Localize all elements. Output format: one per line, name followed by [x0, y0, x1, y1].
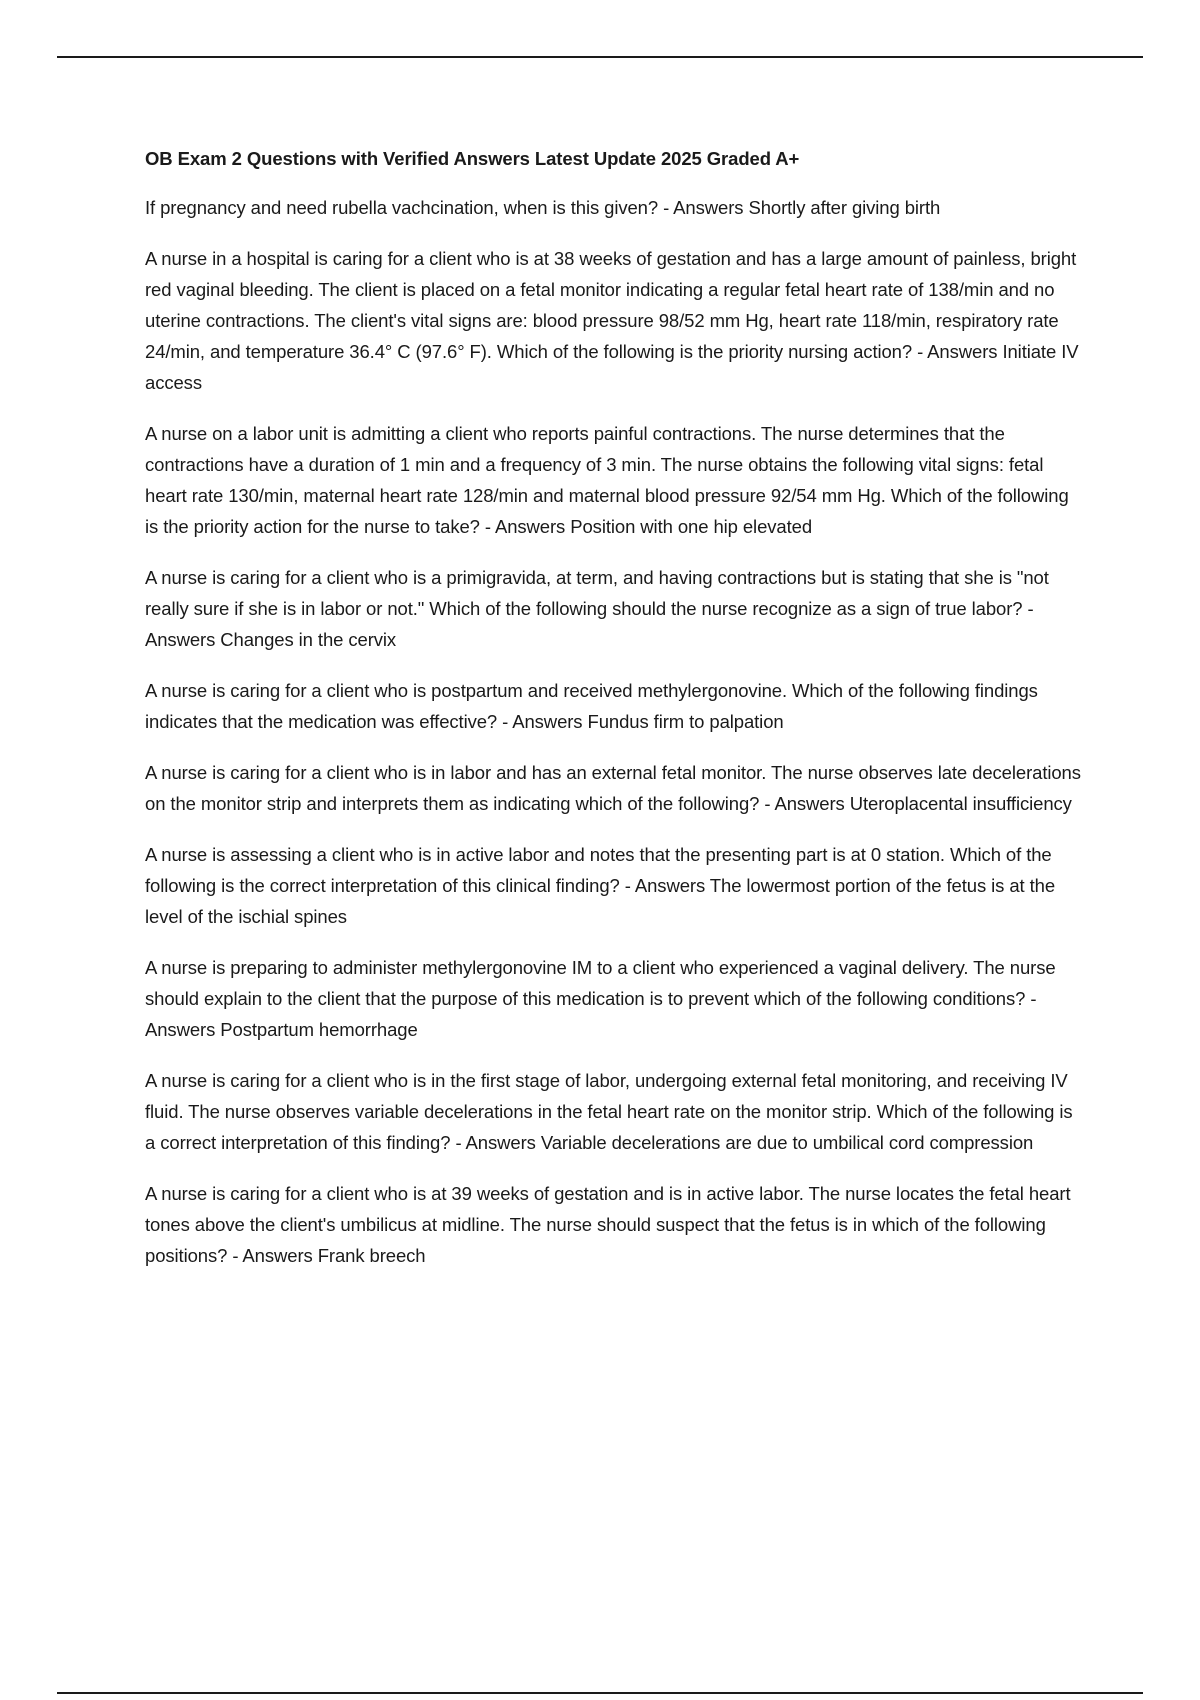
qa-item-8: A nurse is preparing to administer methylergonovine IM to a client who experienced a vaginal delivery. The nurse should explain to the client that the purpose of this medication is to prevent which of the following conditions? - Answers Postpartum hemorrhage — [145, 957, 1056, 1040]
qa-item-3: A nurse on a labor unit is admitting a client who reports painful contractions. The nurse determines that the contractions have a duration of 1 min and a frequency of 3 min. The nurse obtains the following vital signs: fetal heart rate 130/min, maternal heart rate 128/min and maternal blood pressure 92/54 mm Hg. Which of the following is the priority action for the nurse to take? - Answers Position with one hip elevated — [145, 423, 1069, 537]
qa-item-9: A nurse is caring for a client who is in the first stage of labor, undergoing external fetal monitoring, and receiving IV fluid. The nurse observes variable decelerations in the fetal heart rate on the monitor strip. Which of the following is a correct interpretation of this finding? - Answers Variable decelerations are due to umbilical cord compression — [145, 1070, 1073, 1153]
document-body — [145, 143, 1085, 1291]
qa-item-7: A nurse is assessing a client who is in active labor and notes that the presenting part is at 0 station. Which of the following is the correct interpretation of this clinical finding? - Answers The lowermost portion of the fetus is at the level of the ischial spines — [145, 844, 1056, 927]
qa-item-5: A nurse is caring for a client who is postpartum and received methylergonovine. Which of the following findings indicates that the medication was effective? - Answers Fundus firm to palpation — [145, 680, 1038, 732]
qa-item-1: If pregnancy and need rubella vachcination, when is this given? - Answers Shortly after giving birth — [145, 197, 941, 218]
bottom-rule — [57, 1692, 1143, 1694]
top-rule — [57, 56, 1143, 58]
qa-item-2: A nurse in a hospital is caring for a client who is at 38 weeks of gestation and has a large amount of painless, bright red vaginal bleeding. The client is placed on a fetal monitor indicating a regular fetal heart rate of 138/min and no uterine contractions. The client's vital signs are: blood pressure 98/52 mm Hg, heart rate 118/min, respiratory rate 24/min, and temperature 36.4° C (97.6° F). Which of the following is the priority nursing action? - Answers Initiate IV access — [145, 248, 1079, 393]
qa-item-4: A nurse is caring for a client who is a primigravida, at term, and having contractions but is stating that she is "not really sure if she is in labor or not." Which of the following should the nurse recognize as a sign of true labor? - Answers Changes in the cervix — [145, 567, 1049, 650]
qa-item-10: A nurse is caring for a client who is at 39 weeks of gestation and is in active labor. The nurse locates the fetal heart tones above the client's umbilicus at midline. The nurse should suspect that the fetus is in which of the following positions? - Answers Frank breech — [145, 1183, 1071, 1266]
document-title: OB Exam 2 Questions with Verified Answers Latest Update 2025 Graded A+ — [145, 148, 800, 169]
qa-item-6: A nurse is caring for a client who is in labor and has an external fetal monitor. The nurse observes late decelerations on the monitor strip and interprets them as indicating which of the following? - Answers Uteroplacental insufficiency — [145, 762, 1081, 814]
